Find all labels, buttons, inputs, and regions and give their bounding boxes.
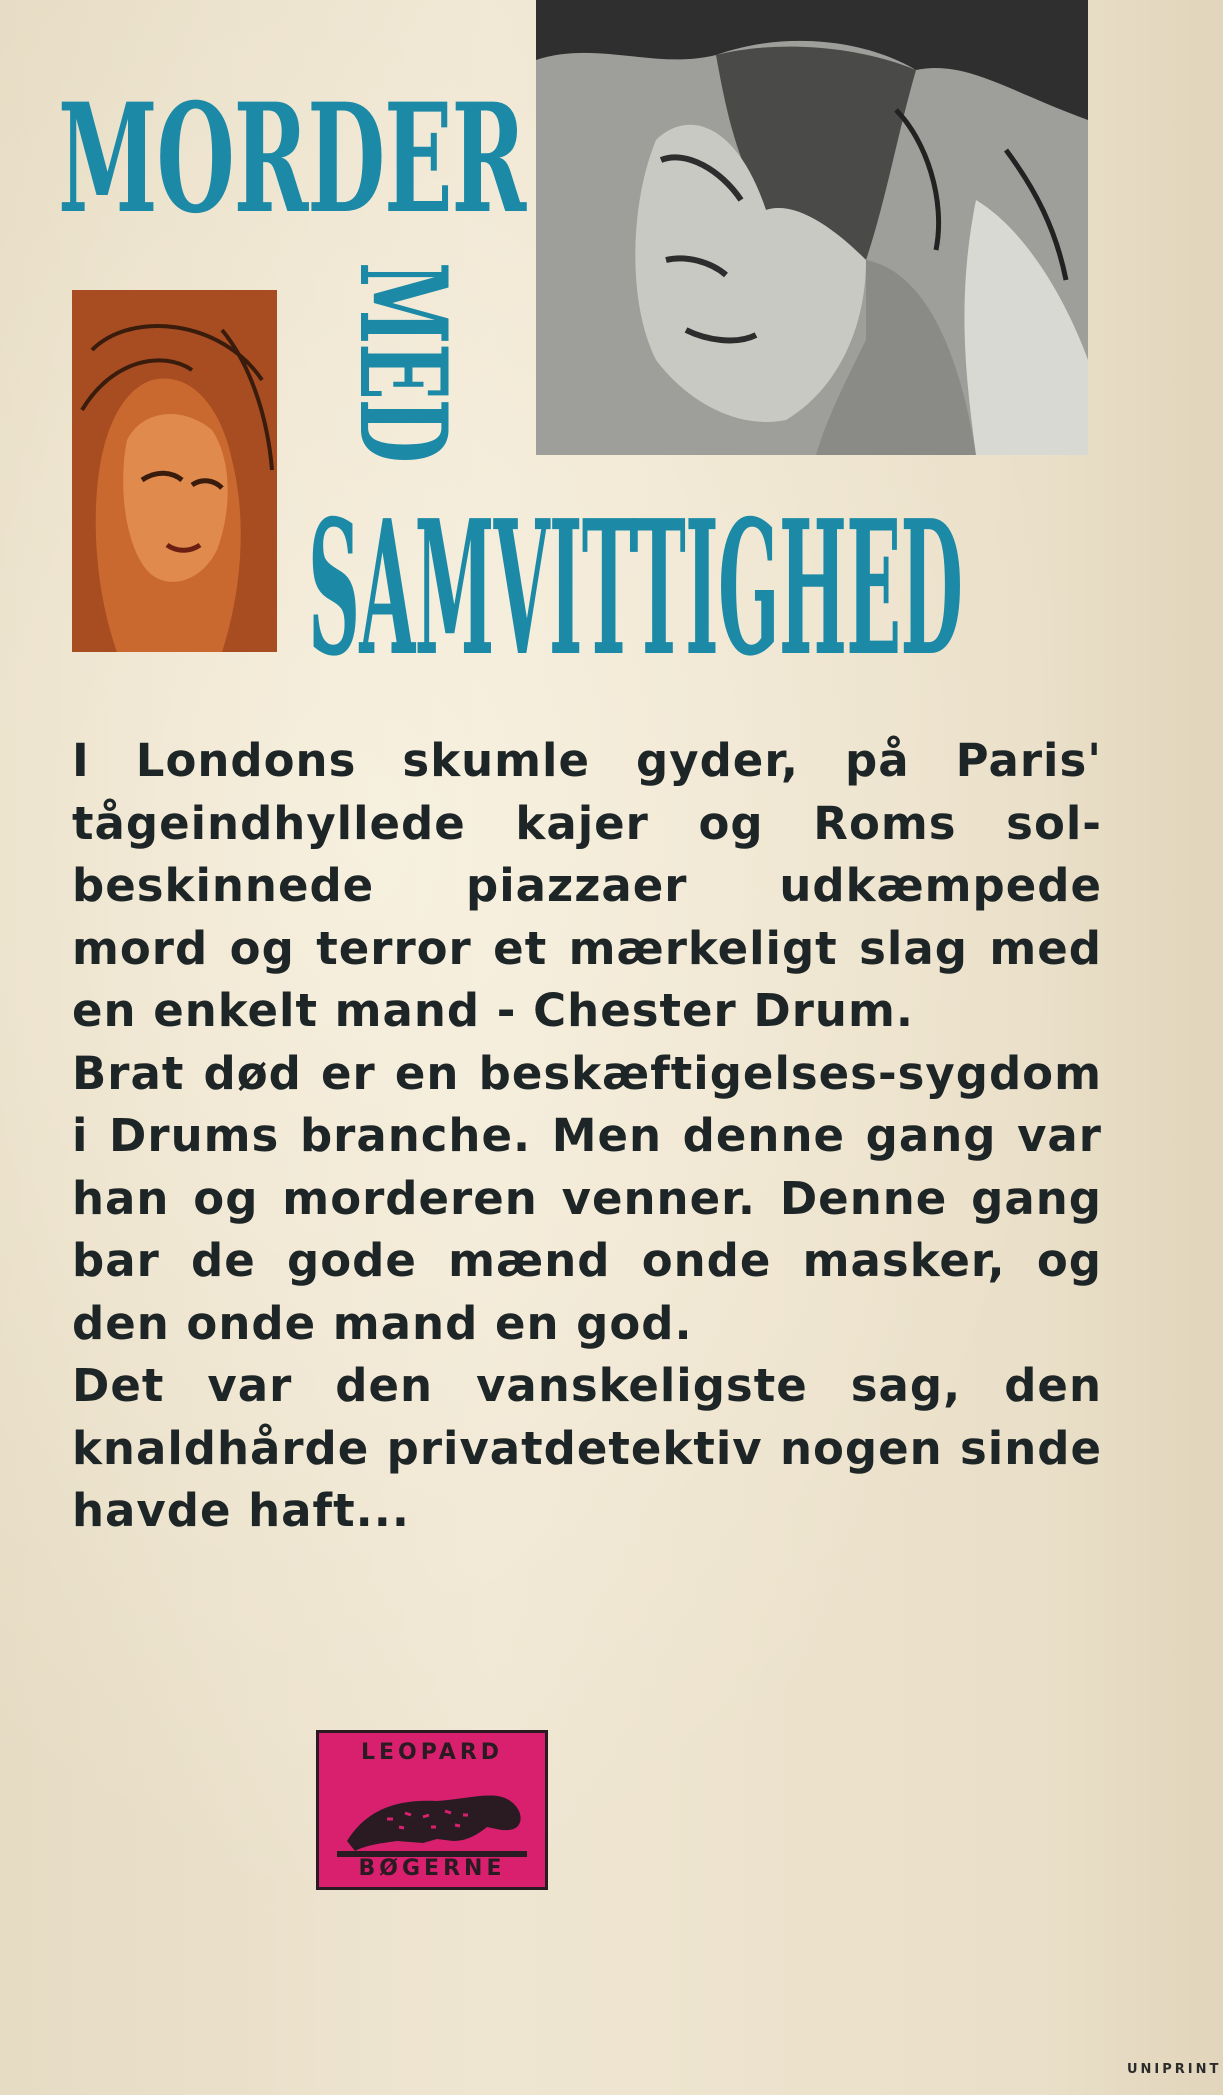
woman-portrait-illustration: [72, 290, 277, 652]
blurb-paragraph: Det var den vanskeligste sag, den knaldhårde privatdetektiv nogen sinde havde haft...: [72, 1359, 1102, 1537]
logo-bottom-text: BØGERNE: [358, 1856, 506, 1881]
leopard-icon: [327, 1769, 539, 1861]
back-cover-blurb: [72, 730, 1102, 1543]
title-word-med: MED: [332, 262, 473, 462]
blurb-paragraph: I Londons skumle gyder, på Paris' tågeindhyllede kajer og Roms sol-beskinnede piazzaer udkæmpede mord og terror et mærkeligt slag med en enkelt mand - Chester Drum.: [72, 734, 1102, 1037]
title-word-morder: MORDER: [58, 71, 526, 247]
blurb-paragraph: Brat død er en beskæftigelses-sygdom i Drums branche. Men denne gang var han og morderen venner. Denne gang bar de gode mænd onde masker, og den onde mand en god.: [72, 1046, 1102, 1350]
title-word-samvittighed: SAMVITTIGHED: [308, 479, 963, 697]
leopard-bogerne-logo: [316, 1730, 548, 1890]
logo-top-text: LEOPARD: [360, 1740, 504, 1765]
printer-mark: UNIPRINT: [1127, 2062, 1222, 2077]
man-portrait-illustration: [536, 0, 1088, 455]
